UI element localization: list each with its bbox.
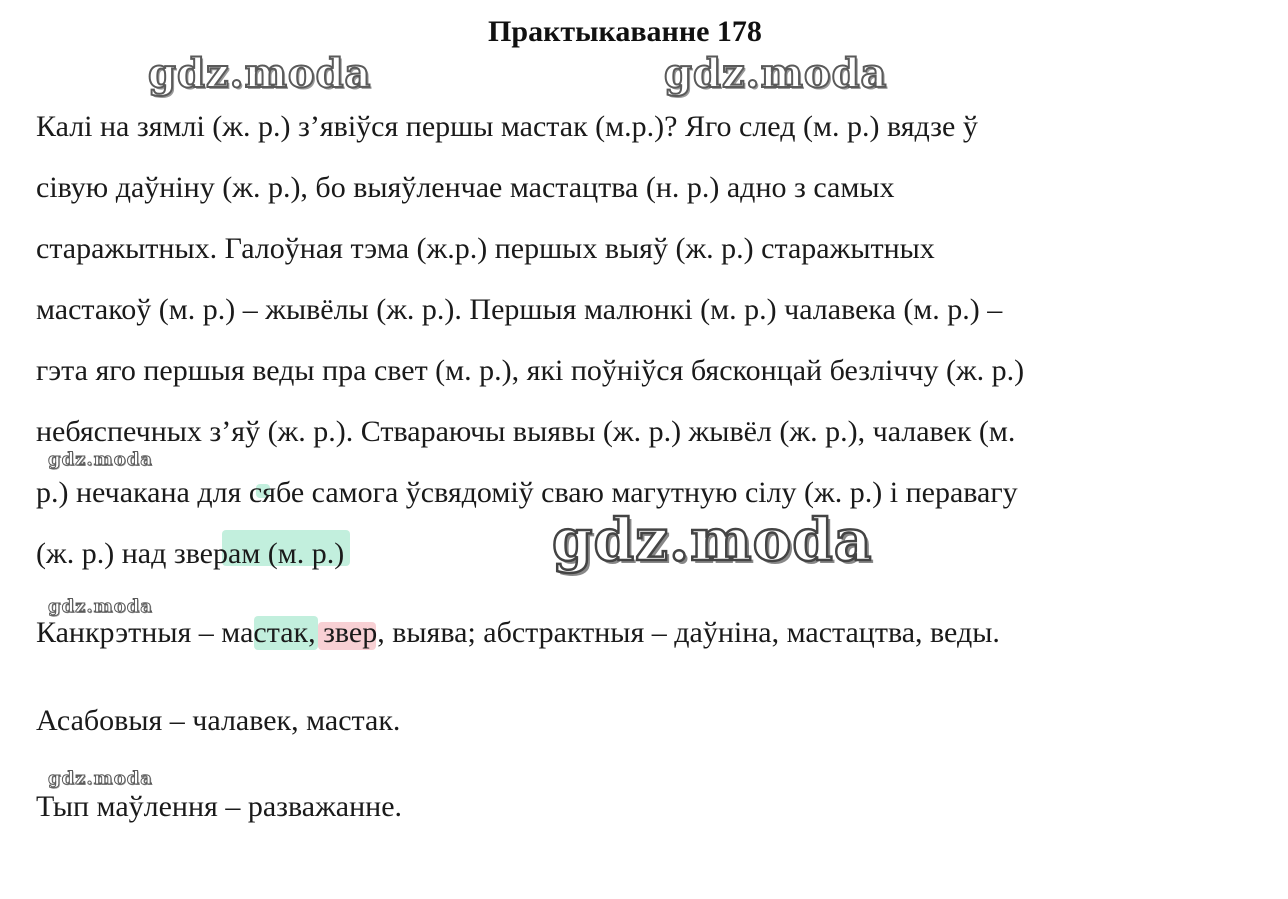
paragraph-line: гэта яго першыя веды пра свет (м. р.), які поўніўся бясконцай безліччу (ж. р.) xyxy=(36,354,1025,387)
paragraph-line: небяспечных з’яў (ж. р.). Ствараючы выявы (ж. р.) жывёл (ж. р.), чалавек (м. xyxy=(36,415,1016,448)
watermark-logo: gdz.moda xyxy=(48,768,153,789)
paragraph-line: р.) нечакана для сябе самога ўсвядоміў сваю магутную сілу (ж. р.) і перавагу xyxy=(36,476,1018,509)
watermark-logo: gdz.moda xyxy=(552,506,873,574)
watermark-logo: gdz.moda xyxy=(664,50,888,97)
watermark-logo: gdz.moda xyxy=(48,449,153,470)
paragraph-line: сівую даўніну (ж. р.), бо выяўленчае мастацтва (н. р.) адно з самых xyxy=(36,171,895,204)
paragraph-line: Калі на зямлі (ж. р.) з’явіўся першы мастак (м.р.)? Яго след (м. р.) вядзе ў xyxy=(36,110,978,143)
speech-type-line: Тып маўлення – разважанне. xyxy=(36,790,403,823)
paragraph-line: (ж. р.) над зверам (м. р.) xyxy=(36,537,345,570)
watermark-logo: gdz.moda xyxy=(48,596,153,617)
exercise-paragraph xyxy=(36,96,1236,584)
watermark-logo: gdz.moda xyxy=(148,50,372,97)
page-title: Практыкаванне 178 xyxy=(488,15,762,48)
proper-nouns-line: Асабовыя – чалавек, мастак. xyxy=(36,704,401,737)
paragraph-line: мастакоў (м. р.) – жывёлы (ж. р.). Першыя малюнкі (м. р.) чалавека (м. р.) – xyxy=(36,293,1003,326)
paragraph-line: старажытных. Галоўная тэма (ж.р.) першых выяў (ж. р.) старажытных xyxy=(36,232,935,265)
concrete-abstract-line: Канкрэтныя – мастак, звер, выява; абстрактныя – даўніна, мастацтва, веды. xyxy=(36,616,1000,649)
